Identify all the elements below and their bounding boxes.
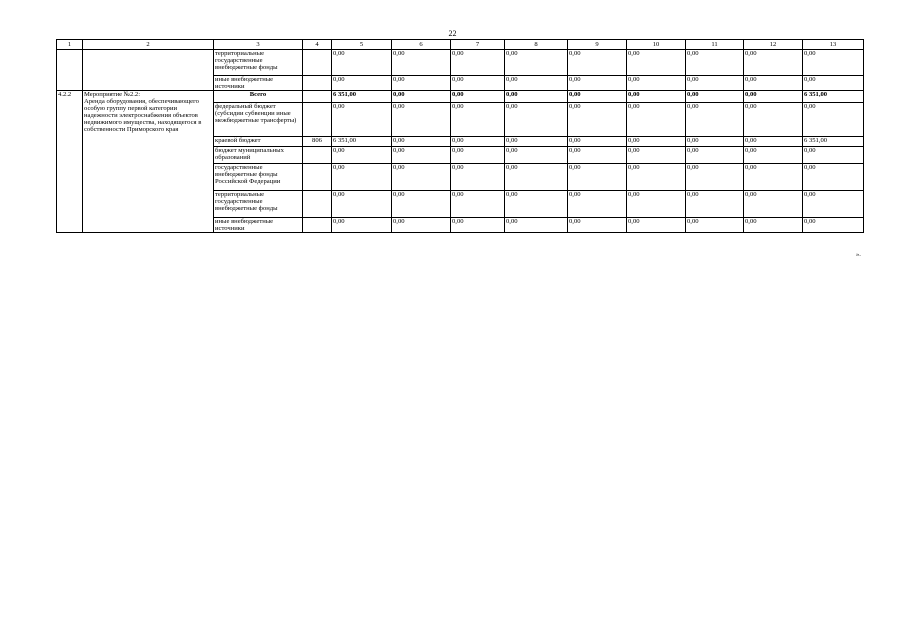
- amount-cell: 0,00: [505, 50, 568, 76]
- table-body: [57, 40, 864, 233]
- code-cell: [303, 164, 332, 191]
- amount-cell: 6 351,00: [332, 91, 392, 103]
- amount-cell: 0,00: [392, 76, 451, 91]
- activity-number: 4.2.2: [57, 91, 83, 233]
- column-number: 13: [803, 40, 864, 50]
- amount-cell: 0,00: [505, 137, 568, 147]
- amount-cell: 0,00: [627, 76, 686, 91]
- closing-quote-mark: ».: [856, 251, 861, 258]
- code-cell: [303, 103, 332, 137]
- amount-cell: 0,00: [332, 164, 392, 191]
- amount-cell: 0,00: [803, 218, 864, 233]
- amount-cell: 0,00: [451, 91, 505, 103]
- column-number: 5: [332, 40, 392, 50]
- amount-cell: 0,00: [392, 91, 451, 103]
- amount-cell: 0,00: [332, 191, 392, 218]
- amount-cell: 0,00: [686, 50, 744, 76]
- amount-cell: 0,00: [627, 50, 686, 76]
- column-number: 1: [57, 40, 83, 50]
- activity-description: Аренда оборудования, обеспечивающего особую группу первой категории надежности электроснабжения объектов недвижимого имущества, находящегося в собственности Приморского края: [84, 98, 202, 133]
- amount-cell: 0,00: [744, 76, 803, 91]
- amount-cell: 0,00: [505, 91, 568, 103]
- table-row: [57, 50, 864, 76]
- page-number: 22: [448, 29, 457, 38]
- amount-cell: 0,00: [505, 103, 568, 137]
- row-number-cell: [57, 50, 83, 91]
- amount-cell: 0,00: [392, 164, 451, 191]
- budget-table: [56, 39, 864, 233]
- amount-cell: 0,00: [803, 164, 864, 191]
- code-cell: [303, 76, 332, 91]
- funding-source-cell: федеральный бюджет (субсидии субвенции иные межбюджетные трансферты): [214, 103, 303, 137]
- amount-cell: 0,00: [744, 50, 803, 76]
- amount-cell: 0,00: [392, 147, 451, 164]
- amount-cell: 0,00: [803, 191, 864, 218]
- funding-source-cell: иные внебюджетные источники: [214, 218, 303, 233]
- amount-cell: 0,00: [803, 147, 864, 164]
- amount-cell: 0,00: [568, 164, 627, 191]
- amount-cell: 0,00: [451, 50, 505, 76]
- column-number: 9: [568, 40, 627, 50]
- amount-cell: 0,00: [686, 137, 744, 147]
- amount-cell: 0,00: [332, 218, 392, 233]
- code-cell: [303, 147, 332, 164]
- amount-cell: 0,00: [686, 147, 744, 164]
- amount-cell: 0,00: [332, 50, 392, 76]
- amount-cell: 0,00: [803, 103, 864, 137]
- activity-title: Мероприятие №2.2:: [84, 91, 141, 98]
- amount-cell: 0,00: [744, 147, 803, 164]
- amount-cell: 0,00: [451, 76, 505, 91]
- funding-source-cell: иные внебюджетные источники: [214, 76, 303, 91]
- funding-source-cell: бюджет муниципальных образований: [214, 147, 303, 164]
- amount-cell: 0,00: [392, 103, 451, 137]
- amount-cell: 0,00: [627, 147, 686, 164]
- code-cell: [303, 218, 332, 233]
- amount-cell: 6 351,00: [803, 137, 864, 147]
- amount-cell: 0,00: [686, 91, 744, 103]
- amount-cell: 0,00: [744, 191, 803, 218]
- amount-cell: 0,00: [627, 191, 686, 218]
- amount-cell: 0,00: [568, 103, 627, 137]
- amount-cell: 0,00: [392, 191, 451, 218]
- funding-source-cell: территориальные государственные внебюджетные фонды: [214, 191, 303, 218]
- amount-cell: 0,00: [627, 164, 686, 191]
- code-cell: [303, 91, 332, 103]
- amount-cell: 0,00: [332, 103, 392, 137]
- amount-cell: 0,00: [505, 76, 568, 91]
- column-number: 2: [83, 40, 214, 50]
- funding-source-cell: Всего: [214, 91, 303, 103]
- amount-cell: 0,00: [744, 218, 803, 233]
- amount-cell: 6 351,00: [803, 91, 864, 103]
- amount-cell: 0,00: [627, 103, 686, 137]
- amount-cell: 0,00: [686, 191, 744, 218]
- amount-cell: 0,00: [392, 50, 451, 76]
- column-number: 4: [303, 40, 332, 50]
- table-row: [57, 91, 864, 103]
- amount-cell: 0,00: [451, 218, 505, 233]
- column-number-row: [57, 40, 864, 50]
- amount-cell: 0,00: [803, 76, 864, 91]
- activity-name-cell: [83, 50, 214, 91]
- code-cell: [303, 50, 332, 76]
- amount-cell: 0,00: [568, 91, 627, 103]
- amount-cell: 0,00: [505, 218, 568, 233]
- amount-cell: 0,00: [451, 191, 505, 218]
- amount-cell: 0,00: [686, 103, 744, 137]
- amount-cell: 0,00: [568, 137, 627, 147]
- funding-source-cell: краевой бюджет: [214, 137, 303, 147]
- column-number: 6: [392, 40, 451, 50]
- column-number: 3: [214, 40, 303, 50]
- amount-cell: 0,00: [568, 218, 627, 233]
- amount-cell: 0,00: [451, 103, 505, 137]
- amount-cell: 0,00: [744, 103, 803, 137]
- amount-cell: 0,00: [627, 218, 686, 233]
- amount-cell: 0,00: [392, 218, 451, 233]
- column-number: 12: [744, 40, 803, 50]
- amount-cell: 0,00: [332, 147, 392, 164]
- code-cell: [303, 191, 332, 218]
- amount-cell: 0,00: [505, 147, 568, 164]
- amount-cell: 0,00: [744, 137, 803, 147]
- amount-cell: 0,00: [627, 91, 686, 103]
- amount-cell: 0,00: [451, 147, 505, 164]
- amount-cell: 0,00: [392, 137, 451, 147]
- activity-name-cell: [83, 91, 214, 233]
- funding-source-cell: государственные внебюджетные фонды Российской Федерации: [214, 164, 303, 191]
- amount-cell: 0,00: [568, 50, 627, 76]
- funding-source-cell: территориальные государственные внебюджетные фонды: [214, 50, 303, 76]
- column-number: 10: [627, 40, 686, 50]
- amount-cell: 0,00: [505, 164, 568, 191]
- amount-cell: 0,00: [332, 76, 392, 91]
- amount-cell: 0,00: [451, 164, 505, 191]
- amount-cell: 0,00: [568, 191, 627, 218]
- amount-cell: 0,00: [568, 147, 627, 164]
- amount-cell: 0,00: [686, 164, 744, 191]
- amount-cell: 0,00: [568, 76, 627, 91]
- code-cell: 806: [303, 137, 332, 147]
- amount-cell: 0,00: [451, 137, 505, 147]
- column-number: 7: [451, 40, 505, 50]
- amount-cell: 6 351,00: [332, 137, 392, 147]
- amount-cell: 0,00: [803, 50, 864, 76]
- amount-cell: 0,00: [744, 164, 803, 191]
- amount-cell: 0,00: [505, 191, 568, 218]
- amount-cell: 0,00: [686, 218, 744, 233]
- amount-cell: 0,00: [744, 91, 803, 103]
- column-number: 11: [686, 40, 744, 50]
- amount-cell: 0,00: [686, 76, 744, 91]
- column-number: 8: [505, 40, 568, 50]
- amount-cell: 0,00: [627, 137, 686, 147]
